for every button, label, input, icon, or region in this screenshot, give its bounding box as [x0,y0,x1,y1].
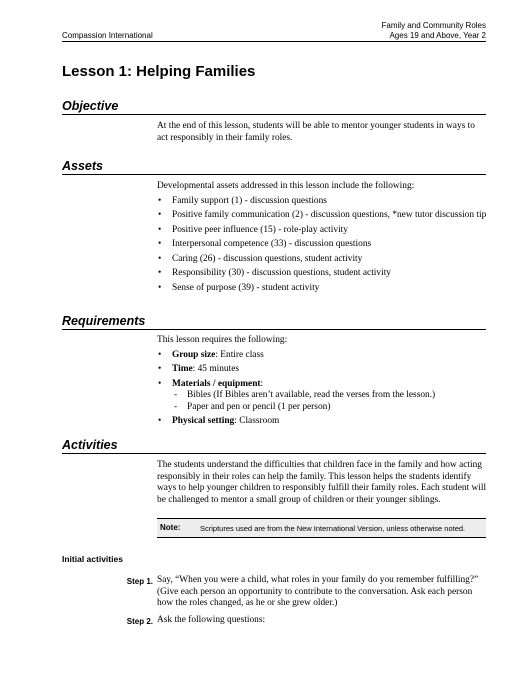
note-text: Scriptures used are from the New International Version, unless otherwise noted. [200,524,466,533]
objective-text: At the end of this lesson, students will be able to mentor younger students in ways to act responsibly in their family roles. [157,121,475,143]
objective-divider [62,114,486,115]
requirements-intro: This lesson requires the following: [157,335,288,345]
requirement-value: : [260,378,264,389]
step-text: Ask the following questions: [157,615,266,625]
requirement-label: Physical setting [172,416,235,426]
header-course-info [382,21,486,41]
objective-heading: Objective [62,99,119,113]
note-box [157,518,486,538]
requirement-label: Time [172,364,193,374]
materials-list [172,390,487,413]
requirement-value: : Classroom [234,416,280,426]
header-divider [62,41,486,42]
activities-section [157,460,487,506]
note-label: Note: [160,523,181,532]
requirement-group-size [157,350,487,362]
requirement-time [157,364,487,376]
requirement-value: : 45 minutes [192,364,240,374]
header-course-level: Ages 19 and Above, Year 2 [389,31,486,40]
step-label: Step 2. [126,617,153,626]
assets-list [157,196,487,295]
asset-item: • Caring (26) - discussion questions, student activity [157,254,487,266]
asset-item: • Interpersonal competence (33) - discussion questions [157,239,487,251]
asset-item: • Family support (1) - discussion questions [157,196,487,208]
assets-heading: Assets [62,159,103,173]
requirements-divider [62,329,486,330]
requirement-materials [157,379,487,414]
step-text: Say, “When you were a child, what roles in your family do you remember fulfilling?” (Give each person an opportunity to contribute to the conversation. Ask each person how the roles changed, as he or she grew older.) [157,575,479,608]
header-course-title: Family and Community Roles [381,21,486,30]
step-label: Step 1. [126,577,153,586]
activities-heading: Activities [62,438,118,452]
requirements-section [157,335,487,431]
assets-section [157,181,487,297]
initial-activities-heading: Initial activities [62,554,123,564]
lesson-title: Lesson 1: Helping Families [62,63,256,80]
requirement-value: : Entire class [215,349,264,360]
asset-item: • Positive family communication (2) - discussion questions, *new tutor discussion tip [157,210,487,222]
material-item: - Bibles (If Bibles aren’t available, read the verses from the lesson.) [172,390,487,402]
asset-item: • Positive peer influence (15) - role-play activity [157,225,487,237]
requirements-list [157,350,487,428]
requirement-label: Group size [172,349,216,360]
requirements-heading: Requirements [62,314,146,328]
material-item: - Paper and pen or pencil (1 per person) [172,402,487,414]
activities-divider [62,453,486,454]
header-organization: Compassion International [62,31,153,40]
activities-text: The students understand the difficulties that children face in the family and how acting responsibly in their roles can help the family. This lesson helps the students identify ways to help younger children to responsibly fulfill their family roles. Each student will be challenged to mentor a small group of children or their younger siblings. [157,460,487,505]
requirement-label: Materials / equipment [172,378,261,389]
assets-divider [62,174,486,175]
assets-intro: Developmental assets addressed in this lesson include the following: [157,181,415,191]
asset-item: • Responsibility (30) - discussion questions, student activity [157,268,487,280]
objective-section [157,121,487,144]
requirement-setting [157,416,487,428]
asset-item: • Sense of purpose (39) - student activity [157,283,487,295]
